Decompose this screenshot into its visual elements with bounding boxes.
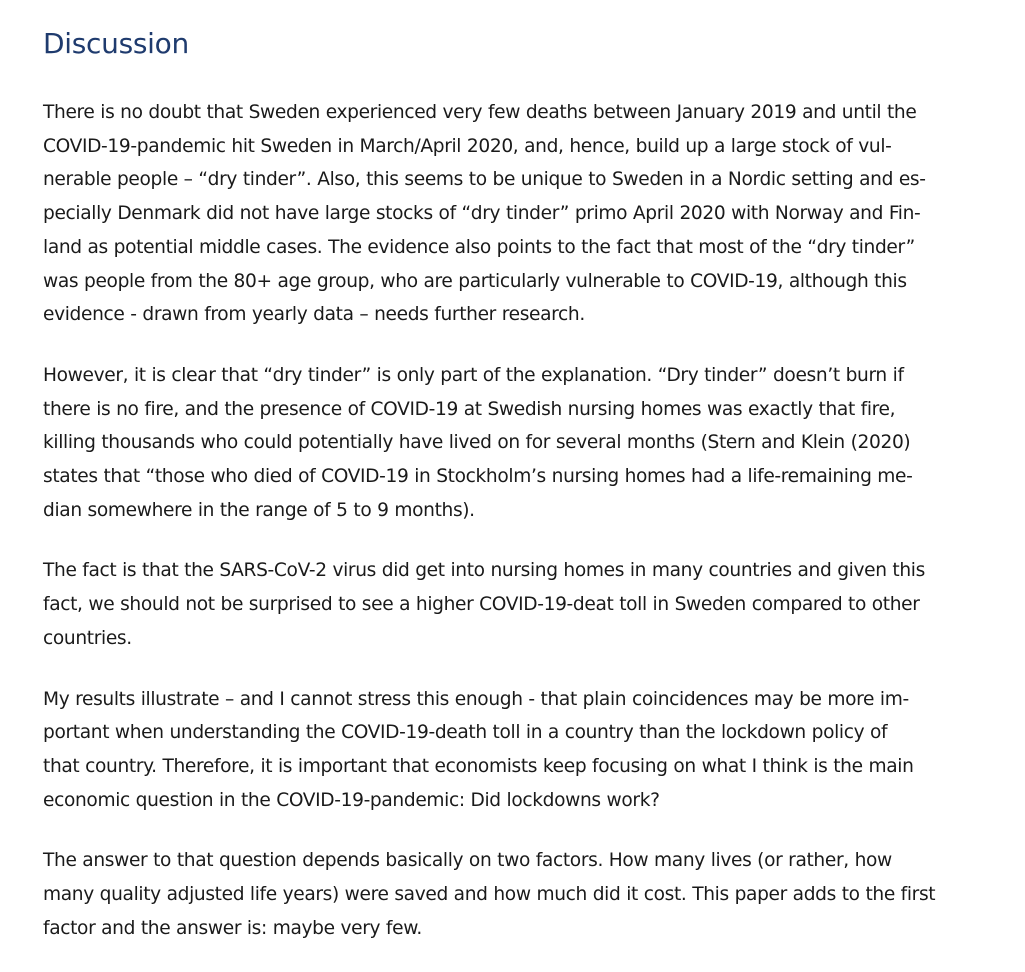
text-line: fact, we should not be surprised to see a higher COVID-19-deat toll in Sweden compared to other (43, 594, 920, 616)
text-line: The fact is that the SARS-CoV-2 virus did get into nursing homes in many countries and given this (43, 560, 925, 582)
text-line: The answer to that question depends basically on two factors. How many lives (or rather, how (43, 850, 892, 872)
text-line: there is no fire, and the presence of COVID-19 at Swedish nursing homes was exactly that fire, (43, 398, 896, 420)
document-page (43, 24, 993, 972)
section-heading: Discussion (43, 27, 189, 60)
paragraph-results (43, 683, 993, 818)
text-line: pecially Denmark did not have large stocks of “dry tinder” primo April 2020 with Norway and Fin- (43, 203, 921, 225)
paragraph-answer (43, 844, 993, 945)
text-line: However, it is clear that “dry tinder” is only part of the explanation. “Dry tinder” doesn’t burn if (43, 364, 904, 386)
text-line: was people from the 80+ age group, who are particularly vulnerable to COVID-19, although this (43, 270, 907, 292)
text-line: evidence - drawn from yearly data – needs further research. (43, 304, 585, 326)
text-line: factor and the answer is: maybe very few. (43, 917, 422, 939)
text-line: that country. Therefore, it is important that economists keep focusing on what I think is the main (43, 755, 914, 777)
text-line: COVID-19-pandemic hit Sweden in March/April 2020, and, hence, build up a large stock of vul- (43, 135, 892, 157)
text-line: nerable people – “dry tinder”. Also, this seems to be unique to Sweden in a Nordic setting and es- (43, 169, 926, 191)
text-line: states that “those who died of COVID-19 in Stockholm’s nursing homes had a life-remaining me- (43, 466, 913, 488)
text-line: There is no doubt that Sweden experienced very few deaths between January 2019 and until the (43, 102, 917, 123)
text-line: land as potential middle cases. The evidence also points to the fact that most of the “dry tinder” (43, 236, 915, 258)
text-line: portant when understanding the COVID-19-death toll in a country than the lockdown policy of (43, 722, 888, 744)
text-line: dian somewhere in the range of 5 to 9 months). (43, 499, 475, 521)
paragraph-sars-cov-2 (43, 554, 993, 655)
text-line: economic question in the COVID-19-pandemic: Did lockdowns work? (43, 789, 660, 811)
text-line: My results illustrate – and I cannot stress this enough - that plain coincidences may be more im- (43, 688, 909, 710)
text-line: countries. (43, 627, 132, 649)
text-line: many quality adjusted life years) were saved and how much did it cost. This paper adds to the first (43, 884, 936, 906)
paragraph-nursing-homes (43, 359, 993, 528)
text-line: killing thousands who could potentially have lived on for several months (Stern and Klein (2020) (43, 432, 911, 454)
paragraph-dry-tinder (43, 96, 993, 332)
